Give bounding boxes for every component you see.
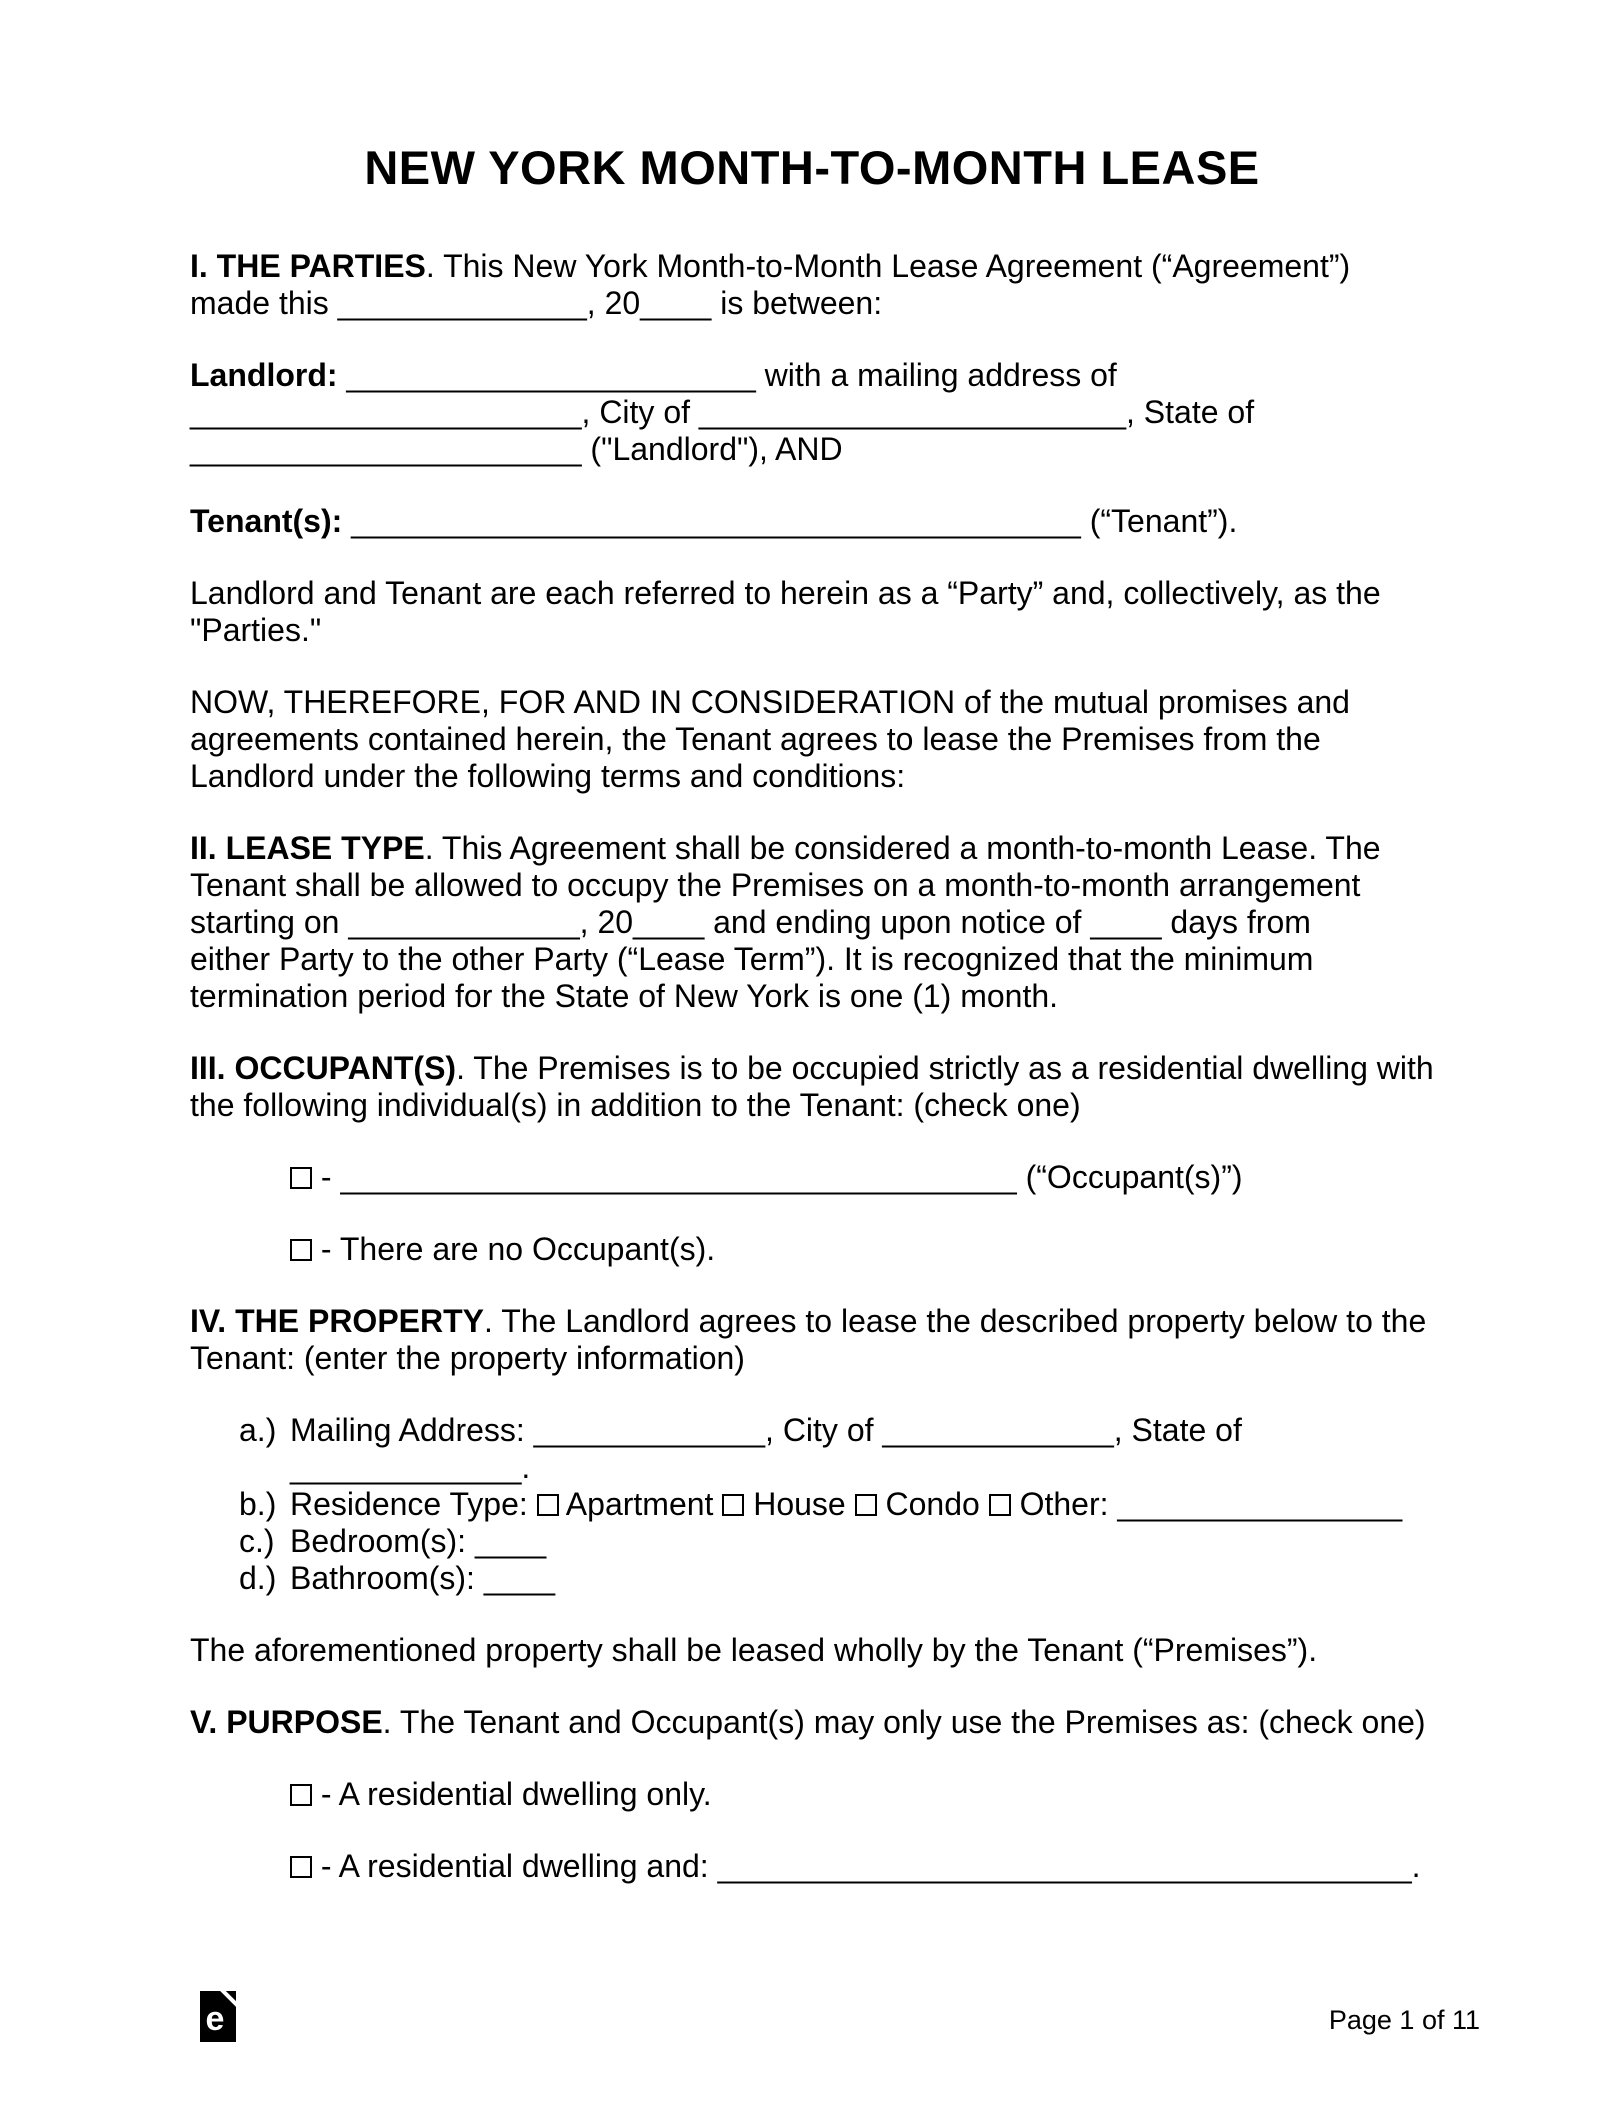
text-line — [190, 575, 1434, 612]
text: - A residential dwelling and: _______________________________________. — [312, 1848, 1421, 1884]
document-body — [190, 248, 1434, 1885]
text-line — [290, 1159, 1434, 1196]
text: Other: ________________ — [1010, 1486, 1403, 1522]
text-line — [190, 394, 1434, 431]
purpose-option-residential-only — [190, 1776, 1434, 1813]
text-line — [290, 1776, 1434, 1813]
text-line — [290, 1412, 1434, 1449]
section-ii-lease-type — [190, 830, 1434, 1015]
text-line — [290, 1523, 1434, 1560]
text: . The Landlord agrees to lease the described property below to the — [484, 1303, 1427, 1339]
bold-text: Tenant(s): — [190, 503, 343, 539]
checkbox-icon — [290, 1856, 312, 1878]
purpose-option-residential-and — [190, 1848, 1434, 1885]
text-line — [190, 285, 1434, 322]
section-i-the-parties — [190, 248, 1434, 322]
text: NOW, THEREFORE, FOR AND IN CONSIDERATION of the mutual promises and — [190, 684, 1350, 720]
list-marker: d.) — [239, 1560, 277, 1596]
list-marker: b.) — [239, 1486, 277, 1522]
text-line — [190, 978, 1434, 1015]
landlord-clause — [190, 357, 1434, 468]
text-line — [190, 1704, 1434, 1741]
bold-text: Landlord: — [190, 357, 338, 393]
eforms-logo — [200, 1991, 236, 2042]
text-line — [190, 612, 1434, 649]
text: Tenant: (enter the property information) — [190, 1340, 745, 1376]
text-line — [290, 1231, 1434, 1268]
property-mailing-address — [190, 1412, 1434, 1486]
consideration-clause — [190, 684, 1434, 795]
text: Tenant shall be allowed to occupy the Premises on a month-to-month arrangement — [190, 867, 1361, 903]
text: - A residential dwelling only. — [312, 1776, 712, 1812]
text: _________________________________________ (“Tenant”). — [342, 503, 1238, 539]
text-line — [290, 1848, 1434, 1885]
occupants-option-none — [190, 1231, 1434, 1268]
text-line — [190, 248, 1434, 285]
text: agreements contained herein, the Tenant agrees to lease the Premises from the — [190, 721, 1321, 757]
text-line — [190, 830, 1434, 867]
text: Bathroom(s): ____ — [290, 1560, 556, 1596]
document-title: NEW YORK MONTH-TO-MONTH LEASE — [364, 141, 1260, 194]
text: . The Premises is to be occupied strictly as a residential dwelling with — [456, 1050, 1434, 1086]
checkbox-icon — [290, 1167, 312, 1189]
text: termination period for the State of New York is one (1) month. — [190, 978, 1059, 1014]
text: starting on _____________, 20____ and ending upon notice of ____ days from — [190, 904, 1311, 940]
text: ______________________ ("Landlord"), AND — [190, 431, 843, 467]
text: . The Tenant and Occupant(s) may only use the Premises as: (check one) — [382, 1704, 1426, 1740]
text-line — [190, 684, 1434, 721]
text-line — [290, 1449, 1434, 1486]
bold-text: III. OCCUPANT(S) — [190, 1050, 457, 1086]
property-bedrooms — [190, 1523, 1434, 1560]
list-marker: c.) — [239, 1523, 275, 1559]
text: . This New York Month-to-Month Lease Agreement (“Agreement”) — [425, 248, 1351, 284]
text: Landlord under the following terms and conditions: — [190, 758, 906, 794]
text: Bedroom(s): ____ — [290, 1523, 547, 1559]
text: the following individual(s) in addition to the Tenant: (check one) — [190, 1087, 1081, 1123]
checkbox-icon — [290, 1784, 312, 1806]
text: either Party to the other Party (“Lease Term”). It is recognized that the minimum — [190, 941, 1314, 977]
text: made this ______________, 20____ is between: — [190, 285, 883, 321]
text-line — [190, 357, 1434, 394]
checkbox-icon — [855, 1494, 877, 1516]
list-marker: a.) — [239, 1412, 277, 1448]
occupants-option-named — [190, 1159, 1434, 1196]
text-line — [190, 941, 1434, 978]
checkbox-icon — [722, 1494, 744, 1516]
bold-text: I. THE PARTIES — [190, 248, 426, 284]
text: - There are no Occupant(s). — [312, 1231, 716, 1267]
text-line — [190, 1087, 1434, 1124]
premises-clause — [190, 1632, 1434, 1669]
bold-text: II. LEASE TYPE — [190, 830, 425, 866]
text-line — [290, 1560, 1434, 1597]
bold-text: IV. THE PROPERTY — [190, 1303, 484, 1339]
text: The aforementioned property shall be leased wholly by the Tenant (“Premises”). — [190, 1632, 1318, 1668]
text: _____________. — [290, 1449, 531, 1485]
text-line — [190, 867, 1434, 904]
checkbox-icon — [537, 1494, 559, 1516]
text: _______________________ with a mailing address of — [337, 357, 1117, 393]
text: Residence Type: — [290, 1486, 537, 1522]
text: . This Agreement shall be considered a month-to-month Lease. The — [424, 830, 1381, 866]
text-line — [190, 1632, 1434, 1669]
text: Mailing Address: _____________, City of _____________, State of — [290, 1412, 1242, 1448]
text: ______________________, City of ________________________, State of — [190, 394, 1255, 430]
property-residence-type — [190, 1486, 1434, 1523]
text: Landlord and Tenant are each referred to herein as a “Party” and, collectively, as the — [190, 575, 1381, 611]
text: "Parties." — [190, 612, 322, 648]
text-line — [190, 503, 1434, 540]
text-line — [190, 721, 1434, 758]
text: Apartment — [558, 1486, 723, 1522]
parties-reference-clause — [190, 575, 1434, 649]
property-bathrooms — [190, 1560, 1434, 1597]
text-line — [190, 1050, 1434, 1087]
text-line — [190, 1340, 1434, 1377]
document-content — [190, 143, 1434, 1885]
tenant-clause — [190, 503, 1434, 540]
checkbox-icon — [290, 1239, 312, 1261]
text: - ______________________________________ (“Occupant(s)”) — [312, 1159, 1243, 1195]
text-line — [190, 758, 1434, 795]
text-line — [190, 904, 1434, 941]
section-v-purpose — [190, 1704, 1434, 1741]
section-iii-occupants — [190, 1050, 1434, 1124]
text-line — [190, 1303, 1434, 1340]
logo-letter: e — [205, 2000, 225, 2038]
text: House — [744, 1486, 855, 1522]
section-iv-the-property — [190, 1303, 1434, 1377]
text: Condo — [876, 1486, 989, 1522]
bold-text: V. PURPOSE — [190, 1704, 383, 1740]
text-line — [290, 1486, 1434, 1523]
checkbox-icon — [989, 1494, 1011, 1516]
page-number-label: Page 1 of 11 — [1328, 2005, 1480, 2035]
text-line — [190, 431, 1434, 468]
